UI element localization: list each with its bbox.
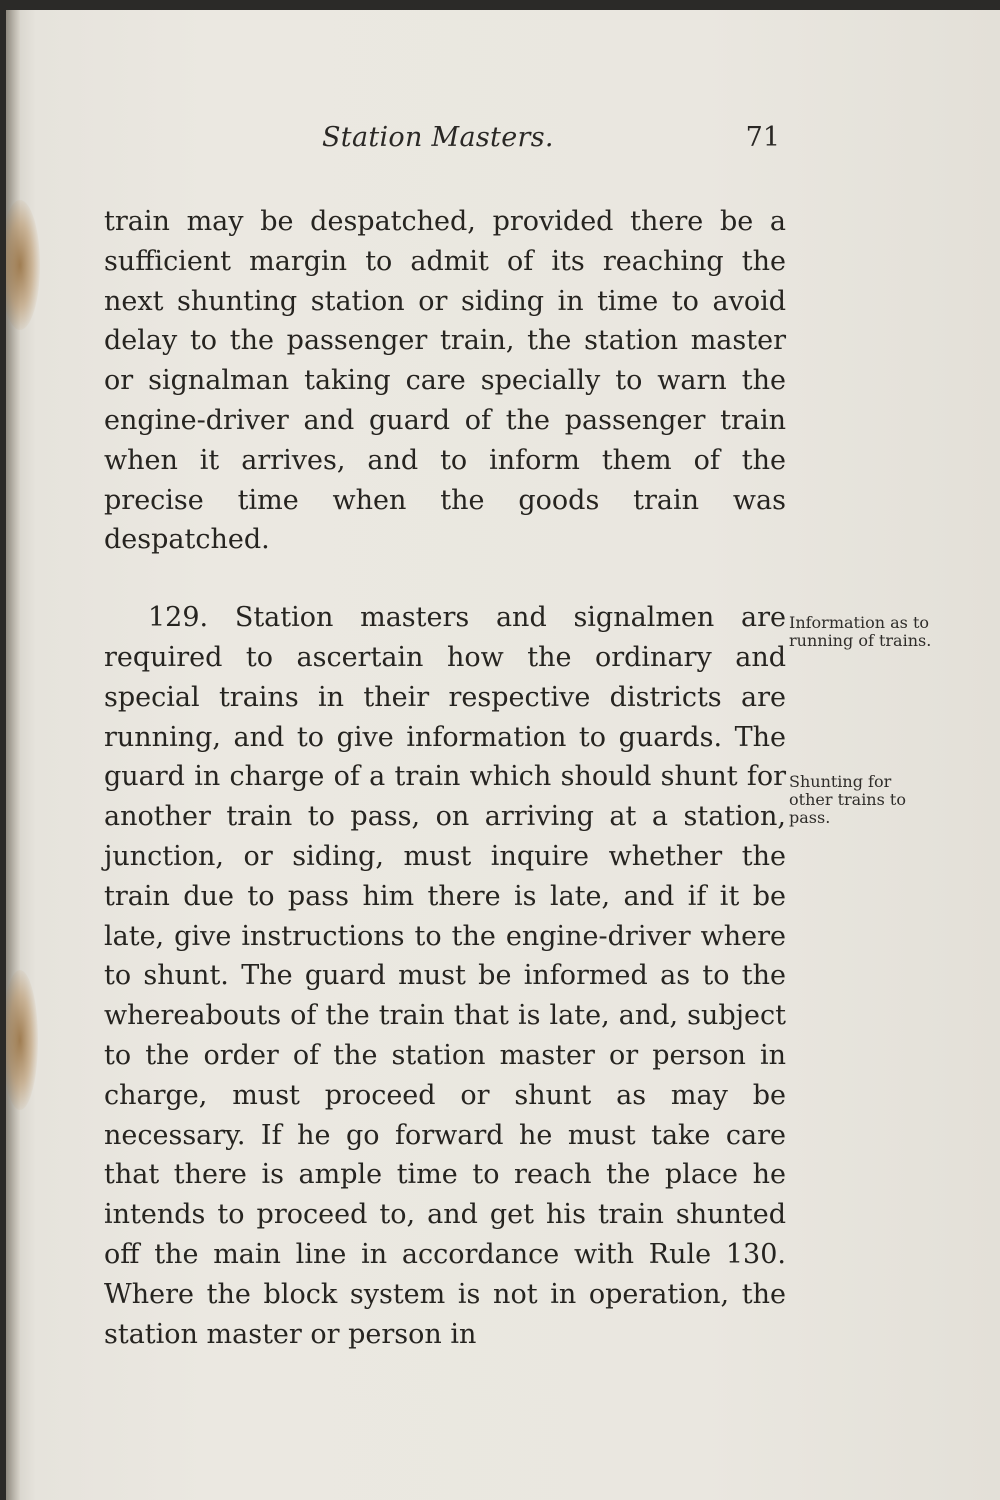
- page-number: 71: [745, 122, 780, 153]
- paragraph-rule-129: 129. Station masters and signalmen are required to ascertain how the ordinary and special trains in their respective districts are running, and to give information to guards. The guard in charge of a train which should shunt for another train to pass, on arriving at a station, junction, or siding, must inquire whether the train due to pass him there is late, and if it be late, give instructions to the engine-driver where to shunt. The guard must be informed as to the whereabouts of the train that is late, and, subject to the order of the station master or person in charge, must proceed or shunt as may be necessary. If he go forward he must take care that there is ample time to reach the place he intends to proceed to, and get his train shunted off the main line in accordance with Rule 130. Where the block system is not in operation, the station master or person in: [104, 602, 786, 1350]
- paragraph-continuation: train may be despatched, provided there be a sufficient margin to admit of its reaching the next shunting station or siding in time to avoid delay to the passenger train, the station master or signalman taking care specially to warn the engine-driver and guard of the passenger train when it arrives, and to inform them of the precise time when the goods train was despatched.: [104, 206, 786, 556]
- running-title: Station Masters.: [322, 122, 554, 153]
- book-page: [6, 10, 1000, 1500]
- margin-note-shunting: Shunting for other trains to pass.: [789, 772, 906, 827]
- page-header: [322, 122, 792, 162]
- margin-note-information: Information as to running of trains.: [789, 613, 932, 650]
- foxing-stain: [6, 200, 40, 330]
- body-text: [104, 202, 786, 1354]
- foxing-stain: [6, 970, 38, 1110]
